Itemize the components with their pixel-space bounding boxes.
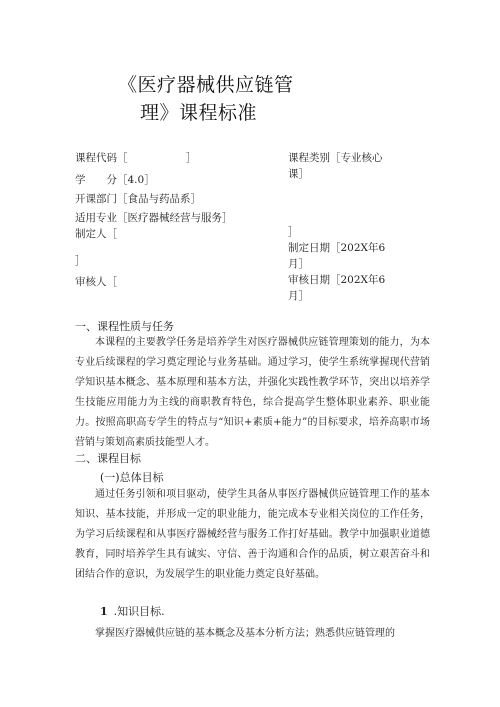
course-type-line2: 课］ <box>288 168 309 180</box>
course-code-label: 课程代码［ <box>75 152 128 164</box>
item1-title: .知识目标. <box>113 605 165 618</box>
author-close-right: ］ <box>288 226 299 238</box>
major-field: 适用专业［医疗器械经营与服务］ <box>75 212 233 224</box>
subsection1-paragraph: 通过任务引领和项目驱动，使学生具备从事医疗器械供应链管理工作的基本知识、基本技能，并形成一定的职业能力，能完成本专业相关岗位的工作任务，为学习后续课程和从事医疗器械经营与服务工作打好基础。教学中加强职业道德教育，同时培养学生具有诚实、守信、善于沟通和合作的品质，树立艰苦奋斗和团结合作的意识，为发展学生的职业能力奠定良好基础。 <box>75 489 430 580</box>
subsection1-heading: (一)总体目标 <box>100 471 164 484</box>
credit-field: 学 分［4.0］ <box>75 174 155 186</box>
author-close-left: ］ <box>75 255 86 267</box>
course-type-line1: 课程类别［专业核心 <box>288 152 383 164</box>
review-date-line1: 审核日期［202X年6 <box>288 274 386 286</box>
section1-heading: 一、课程性质与任务 <box>75 320 174 333</box>
item1-paragraph: 掌握医疗器械供应链的基本概念及基本分析方法；熟悉供应链管理的 <box>95 628 395 639</box>
author-label: 制定人［ <box>75 228 117 240</box>
course-code-close: ］ <box>186 152 197 164</box>
draft-date-line1: 制定日期［202X年6 <box>288 242 386 254</box>
department-field: 开课部门［食品与药品系］ <box>75 193 201 205</box>
document-title-line2: 理》课程标准 <box>140 102 258 124</box>
item1-heading <box>100 603 165 619</box>
reviewer-label: 审核人［ <box>75 276 117 288</box>
section1-paragraph: 本课程的主要教学任务是培养学生对医疗器械供应链管理策划的能力，为本专业后续课程的学习奠定理论与业务基础。通过学习，使学生系统掌握现代营销学知识基本概念、基本原理和基本方法，并强化实践性教学环节，突出以培养学生技能应用能力为主线的商职教育特色，综合提高学生整体职业素养、职业能力。按照高职高专学生的特点与“知识+素质+能力”的目标要求，培养高职市场营销与策划高素质技能型人才。 <box>75 337 430 448</box>
draft-date-line2: 月］ <box>288 258 309 270</box>
item1-number: 1 <box>100 605 108 618</box>
document-title-line1: 《医疗器械供应链管 <box>118 74 294 96</box>
review-date-line2: 月］ <box>288 290 309 302</box>
section2-heading: 二、课程目标 <box>75 452 141 465</box>
